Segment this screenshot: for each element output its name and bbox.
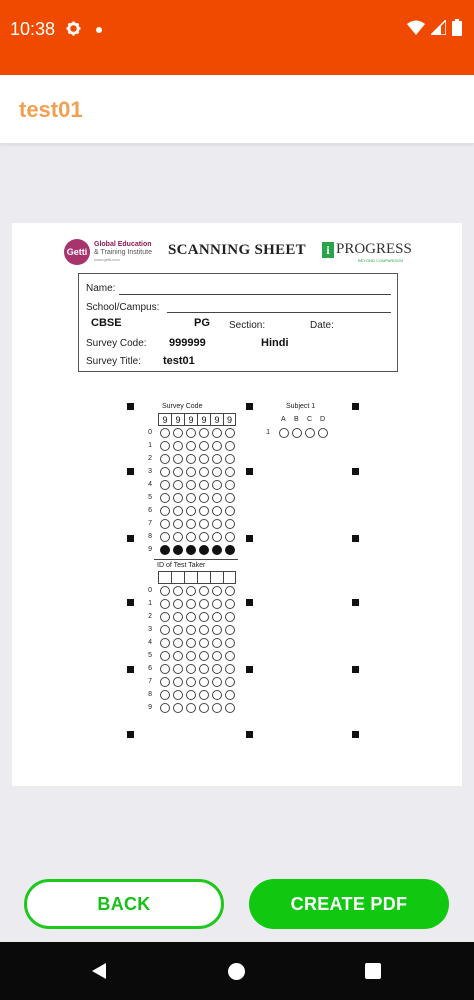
- info-box: [78, 273, 398, 372]
- test-taker-row-label: 4: [148, 639, 152, 646]
- survey-code-digit-box: 9: [184, 413, 197, 426]
- test-taker-row-label: 7: [148, 678, 152, 685]
- bubble: [199, 586, 209, 596]
- bubble: [160, 493, 170, 503]
- bubble: [212, 480, 222, 490]
- bubble: [225, 612, 235, 622]
- back-icon[interactable]: [90, 962, 108, 980]
- bubble: [225, 703, 235, 713]
- bubble: [186, 454, 196, 464]
- status-bar: [0, 0, 474, 75]
- test-taker-row-label: 3: [148, 626, 152, 633]
- bubble: [186, 625, 196, 635]
- test-taker-row-label: 6: [148, 665, 152, 672]
- survey-code-row-label: 2: [148, 455, 152, 462]
- bubble: [160, 638, 170, 648]
- survey-title-value: test01: [163, 355, 195, 367]
- test-taker-digit-box: [210, 571, 223, 584]
- bubble: [173, 532, 183, 542]
- bubble: [186, 703, 196, 713]
- bubble: [186, 480, 196, 490]
- alignment-marker: [127, 599, 134, 606]
- survey-code-digit-box: 9: [158, 413, 171, 426]
- bubble: [212, 441, 222, 451]
- bubble: [212, 519, 222, 529]
- bubble: [212, 532, 222, 542]
- subject-column-label: A: [281, 416, 286, 423]
- bubble: [292, 428, 302, 438]
- bubble: [225, 625, 235, 635]
- bubble: [173, 428, 183, 438]
- bubble-filled: [212, 545, 222, 555]
- subject-grid-title: Subject 1: [286, 403, 316, 410]
- school-line: [167, 312, 391, 313]
- bubble: [199, 677, 209, 687]
- bubble: [173, 480, 183, 490]
- bubble: [160, 532, 170, 542]
- subject-column-label: C: [307, 416, 313, 423]
- survey-code-row-label: 3: [148, 468, 152, 475]
- bubble: [199, 651, 209, 661]
- bubble: [225, 506, 235, 516]
- bubble: [186, 506, 196, 516]
- progress-word: PROGRESS: [336, 241, 412, 257]
- bubble: [160, 625, 170, 635]
- bubble: [160, 441, 170, 451]
- bubble: [173, 677, 183, 687]
- bubble: [318, 428, 328, 438]
- bubble: [199, 690, 209, 700]
- status-time: 10:38: [10, 19, 56, 39]
- cellular-icon: [431, 20, 446, 35]
- test-taker-digit-box: [184, 571, 197, 584]
- bubble: [199, 480, 209, 490]
- bubble: [212, 638, 222, 648]
- subject-question-number: 1: [266, 429, 270, 436]
- bubble: [199, 599, 209, 609]
- progress-mark: i: [322, 242, 334, 258]
- bubble: [160, 428, 170, 438]
- survey-code-row-label: 7: [148, 520, 152, 527]
- bubble: [173, 690, 183, 700]
- alignment-marker: [246, 468, 253, 475]
- bubble: [186, 532, 196, 542]
- bubble: [199, 664, 209, 674]
- bubble: [173, 651, 183, 661]
- survey-code-row-label: 1: [148, 442, 152, 449]
- bubble: [186, 467, 196, 477]
- progress-logo: [322, 241, 417, 265]
- bubble: [173, 664, 183, 674]
- bubble: [173, 519, 183, 529]
- bubble: [225, 690, 235, 700]
- alignment-marker: [246, 599, 253, 606]
- bubble: [160, 664, 170, 674]
- bubble: [186, 612, 196, 622]
- bubble: [199, 428, 209, 438]
- bubble: [173, 638, 183, 648]
- test-taker-digit-box: [171, 571, 184, 584]
- survey-code-label: Survey Code:: [86, 338, 147, 349]
- survey-code-grid-title: Survey Code: [162, 403, 203, 410]
- alignment-marker: [127, 666, 134, 673]
- bubble: [199, 467, 209, 477]
- bubble: [212, 651, 222, 661]
- bubble-filled: [199, 545, 209, 555]
- bubble: [212, 599, 222, 609]
- alignment-marker: [352, 731, 359, 738]
- recents-icon[interactable]: [365, 963, 381, 979]
- name-label: Name:: [86, 283, 116, 294]
- bubble: [186, 586, 196, 596]
- dot-icon: [96, 27, 102, 33]
- language-value: Hindi: [261, 337, 289, 349]
- getti-line-3: www.getti.com: [94, 257, 120, 262]
- bubble: [305, 428, 315, 438]
- date-label: Date:: [310, 320, 334, 331]
- alignment-marker: [127, 535, 134, 542]
- bubble: [212, 625, 222, 635]
- alignment-marker: [246, 731, 253, 738]
- survey-title-label: Survey Title:: [86, 356, 142, 367]
- bubble: [160, 519, 170, 529]
- survey-code-row-label: 4: [148, 481, 152, 488]
- alignment-marker: [352, 535, 359, 542]
- bubble: [173, 454, 183, 464]
- bubble: [212, 493, 222, 503]
- section-label: Section:: [229, 320, 266, 331]
- gear-icon: [66, 21, 81, 36]
- bubble: [225, 664, 235, 674]
- survey-code-value: 999999: [169, 337, 206, 349]
- test-taker-row-label: 0: [148, 587, 152, 594]
- survey-code-row-label: 5: [148, 494, 152, 501]
- progress-tagline: BEYOND COMPARISON: [358, 258, 404, 263]
- bubble-filled: [173, 545, 183, 555]
- bubble: [225, 480, 235, 490]
- bubble: [212, 612, 222, 622]
- bubble: [199, 454, 209, 464]
- bubble: [225, 651, 235, 661]
- test-taker-divider: [154, 559, 238, 560]
- bubble: [186, 441, 196, 451]
- bubble: [225, 532, 235, 542]
- bubble: [279, 428, 289, 438]
- survey-code-row-label: 9: [148, 546, 152, 553]
- bubble: [225, 467, 235, 477]
- alignment-marker: [352, 599, 359, 606]
- bubble-filled: [186, 545, 196, 555]
- test-taker-digit-box: [197, 571, 210, 584]
- getti-logo: [64, 239, 174, 265]
- bubble: [212, 677, 222, 687]
- school-label: School/Campus:: [86, 302, 160, 313]
- bubble: [199, 441, 209, 451]
- bubble: [173, 493, 183, 503]
- alignment-marker: [246, 666, 253, 673]
- bubble: [225, 586, 235, 596]
- survey-code-row-label: 0: [148, 429, 152, 436]
- bubble: [225, 428, 235, 438]
- home-icon[interactable]: [228, 963, 245, 980]
- bubble: [173, 467, 183, 477]
- survey-code-row-label: 8: [148, 533, 152, 540]
- bubble-filled: [160, 545, 170, 555]
- survey-code-digit-box: 9: [210, 413, 223, 426]
- create-pdf-button[interactable]: CREATE PDF: [249, 879, 449, 929]
- test-taker-row-label: 9: [148, 704, 152, 711]
- bubble: [160, 690, 170, 700]
- test-taker-grid-title: ID of Test Taker: [157, 562, 206, 569]
- bubble: [186, 677, 196, 687]
- bubble: [160, 467, 170, 477]
- alignment-marker: [127, 403, 134, 410]
- app-bar: [0, 75, 474, 144]
- bubble: [225, 599, 235, 609]
- bubble: [225, 454, 235, 464]
- bubble: [199, 506, 209, 516]
- bubble: [173, 625, 183, 635]
- bubble: [186, 638, 196, 648]
- page-title: test01: [19, 97, 83, 122]
- alignment-marker: [352, 403, 359, 410]
- test-taker-digit-boxes: [158, 571, 236, 584]
- level-value: PG: [194, 317, 210, 329]
- bubble: [186, 651, 196, 661]
- bubble: [225, 493, 235, 503]
- sheet-heading: SCANNING SHEET: [168, 242, 306, 258]
- alignment-marker: [246, 403, 253, 410]
- alignment-marker: [352, 468, 359, 475]
- bubble: [186, 493, 196, 503]
- subject-column-label: B: [294, 416, 299, 423]
- bubble: [173, 506, 183, 516]
- bubble: [173, 703, 183, 713]
- bubble: [160, 599, 170, 609]
- bubble: [186, 664, 196, 674]
- survey-code-row-label: 6: [148, 507, 152, 514]
- wifi-icon: [407, 20, 425, 36]
- bubble: [199, 493, 209, 503]
- board-value: CBSE: [91, 317, 122, 329]
- bubble: [212, 428, 222, 438]
- bubble: [212, 703, 222, 713]
- bubble-filled: [225, 545, 235, 555]
- bubble: [186, 690, 196, 700]
- survey-code-digit-box: 9: [171, 413, 184, 426]
- bubble: [173, 441, 183, 451]
- bubble: [199, 519, 209, 529]
- test-taker-row-label: 5: [148, 652, 152, 659]
- bubble: [199, 612, 209, 622]
- back-button[interactable]: BACK: [24, 879, 224, 929]
- bubble: [199, 532, 209, 542]
- bubble: [160, 703, 170, 713]
- bubble: [160, 651, 170, 661]
- bubble: [160, 612, 170, 622]
- bubble: [212, 454, 222, 464]
- navigation-bar: [0, 942, 474, 1000]
- getti-line-1: Global Education: [94, 241, 152, 248]
- bubble: [173, 599, 183, 609]
- subject-column-label: D: [320, 416, 326, 423]
- bubble: [186, 519, 196, 529]
- bubble: [173, 586, 183, 596]
- bubble: [225, 519, 235, 529]
- bubble: [160, 677, 170, 687]
- alignment-marker: [352, 666, 359, 673]
- battery-icon: [452, 19, 462, 36]
- bubble: [225, 677, 235, 687]
- survey-code-digit-box: 9: [197, 413, 210, 426]
- bubble: [212, 586, 222, 596]
- getti-badge: Getti: [64, 239, 90, 265]
- bubble: [212, 467, 222, 477]
- test-taker-row-label: 8: [148, 691, 152, 698]
- bubble: [160, 480, 170, 490]
- bubble: [199, 703, 209, 713]
- scanning-sheet-preview: [12, 223, 462, 786]
- bubble: [186, 599, 196, 609]
- bubble: [199, 638, 209, 648]
- bubble: [212, 690, 222, 700]
- test-taker-digit-box: [223, 571, 236, 584]
- test-taker-row-label: 2: [148, 613, 152, 620]
- getti-line-2: & Training Institute: [94, 249, 152, 256]
- alignment-marker: [246, 535, 253, 542]
- name-line: [119, 294, 391, 295]
- test-taker-row-label: 1: [148, 600, 152, 607]
- bubble: [160, 586, 170, 596]
- bubble: [212, 664, 222, 674]
- bubble: [212, 506, 222, 516]
- alignment-marker: [127, 468, 134, 475]
- status-icons: [407, 19, 462, 36]
- bubble: [225, 441, 235, 451]
- test-taker-digit-box: [158, 571, 171, 584]
- survey-code-digit-box: 9: [223, 413, 236, 426]
- bubble: [225, 638, 235, 648]
- bubble: [173, 612, 183, 622]
- survey-code-digit-boxes: [158, 413, 236, 426]
- bubble: [160, 454, 170, 464]
- alignment-marker: [127, 731, 134, 738]
- bubble: [160, 506, 170, 516]
- bubble: [186, 428, 196, 438]
- bubble: [199, 625, 209, 635]
